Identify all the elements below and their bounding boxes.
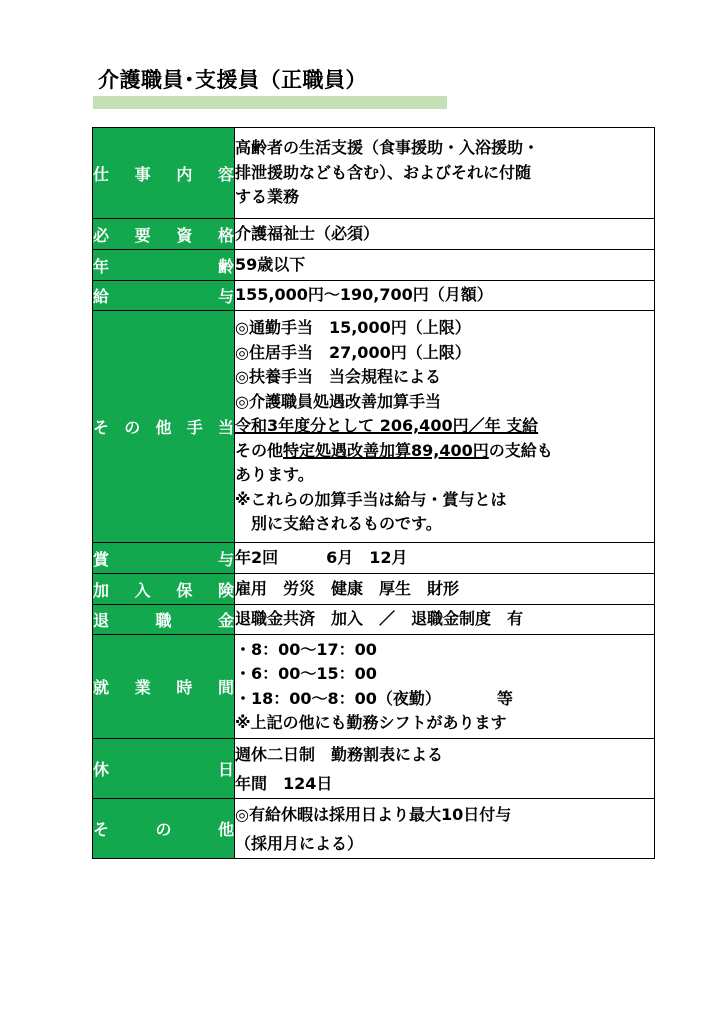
- value-line: ◎有給休暇は採用日より最大10日付与: [235, 804, 512, 824]
- label-salary: [93, 281, 235, 311]
- label-char: 退: [93, 611, 110, 630]
- label-char: 格: [217, 225, 234, 245]
- value-line: 年間 124日: [235, 773, 333, 793]
- row-bonus: [93, 543, 655, 574]
- value-line: 雇用 労災 健康 厚生 財形: [235, 578, 460, 598]
- label-char: 事: [134, 164, 151, 184]
- title-underline-bar: [93, 96, 447, 109]
- label-char: 賞: [93, 549, 110, 569]
- special-allowance-amount: 特定処遇改善加算89,400円: [283, 440, 489, 460]
- value-bonus: [235, 543, 655, 574]
- job-info-table: [92, 127, 655, 859]
- value-note: ※これらの加算手当は給与・賞与とは: [235, 489, 507, 509]
- value-line: ◎通勤手当 15,000円（上限）: [235, 318, 471, 338]
- label-char: 与: [217, 287, 234, 306]
- label-char: 必: [93, 225, 110, 245]
- value-working-hours: [235, 635, 655, 739]
- label-char: 他: [217, 820, 234, 839]
- row-retirement: [93, 605, 655, 635]
- value-insurance: [235, 574, 655, 605]
- row-working-hours: [93, 635, 655, 739]
- label-working-hours: [93, 635, 235, 739]
- label-char: 金: [217, 611, 234, 630]
- label-char: 年: [93, 256, 110, 276]
- label-char: 与: [217, 549, 234, 569]
- row-allowances: [93, 311, 655, 543]
- value-retirement: [235, 605, 655, 635]
- row-salary: [93, 281, 655, 311]
- value-line: 155,000円～190,700円（月額）: [235, 285, 493, 305]
- value-job-content: [235, 128, 655, 219]
- label-char: 時: [176, 678, 193, 697]
- value-note: ※上記の他にも勤務シフトがあります: [235, 713, 507, 732]
- value-qualification: [235, 219, 655, 250]
- value-line: 退職金共済 加入 ／ 退職金制度 有: [235, 609, 524, 629]
- value-line: ・6：00～15：00: [235, 664, 377, 683]
- page-title: 介護職員･支援員（正職員）: [98, 68, 367, 92]
- row-job-content: [93, 128, 655, 219]
- value-line: ◎扶養手当 当会規程による: [235, 367, 441, 387]
- label-retirement: [93, 605, 235, 635]
- label-char: の: [155, 820, 172, 839]
- label-char: 就: [93, 678, 110, 697]
- label-char: 保: [176, 580, 193, 600]
- label-char: 仕: [93, 164, 110, 184]
- value-line: ◎住居手当 27,000円（上限）: [235, 342, 471, 362]
- label-char: 給: [93, 287, 110, 306]
- special-suffix: の支給も: [488, 440, 553, 460]
- label-insurance: [93, 574, 235, 605]
- row-other: [93, 799, 655, 859]
- value-line: 59歳以下: [235, 254, 306, 274]
- label-char: 業: [134, 678, 151, 697]
- label-bonus: [93, 543, 235, 574]
- value-line: ・8：00～17：00: [235, 639, 377, 659]
- label-char: 休: [93, 760, 110, 779]
- value-line: する業務: [235, 187, 300, 207]
- value-other: [235, 799, 655, 859]
- value-line: 高齢者の生活支援（食事援助・入浴援助・: [235, 138, 540, 158]
- value-line: あります。: [235, 465, 314, 485]
- special-prefix: その他: [235, 440, 284, 460]
- label-char: 険: [217, 580, 234, 600]
- value-line-special: [235, 439, 654, 464]
- label-qualification: [93, 219, 235, 250]
- value-age: [235, 250, 655, 281]
- value-note: 別に支給されるものです。: [235, 514, 442, 534]
- value-line: 排泄援助なども含む）、およびそれに付随: [235, 162, 532, 182]
- value-line: ◎介護職員処遇改善加算手当: [235, 391, 441, 411]
- label-char: 資: [176, 225, 193, 245]
- label-char: 他: [155, 418, 172, 437]
- label-other: [93, 799, 235, 859]
- label-char: の: [124, 418, 141, 437]
- label-char: 間: [217, 678, 234, 697]
- value-line: （採用月による）: [235, 833, 364, 853]
- value-line: 年2回 6月 12月: [235, 547, 408, 567]
- label-job-content: [93, 128, 235, 219]
- label-allowances: [93, 311, 235, 543]
- row-age: [93, 250, 655, 281]
- label-char: 入: [134, 580, 151, 600]
- label-char: そ: [93, 820, 110, 839]
- label-char: そ: [93, 418, 110, 437]
- label-char: 手: [186, 418, 203, 437]
- value-line: 週休二日制 勤務割表による: [235, 744, 444, 764]
- label-char: 加: [93, 580, 110, 600]
- row-holidays: [93, 739, 655, 799]
- label-char: 内: [176, 164, 193, 184]
- value-salary: [235, 281, 655, 311]
- value-line: 介護福祉士（必須）: [235, 223, 380, 243]
- value-line: ・18：00～8：00（夜勤） 等: [235, 688, 513, 708]
- label-char: 職: [155, 611, 172, 630]
- value-holidays: [235, 739, 655, 799]
- label-age: [93, 250, 235, 281]
- row-insurance: [93, 574, 655, 605]
- row-qualification: [93, 219, 655, 250]
- label-char: 日: [217, 760, 234, 779]
- value-allowances: [235, 311, 655, 543]
- label-holidays: [93, 739, 235, 799]
- allowance-amount-line: 令和3年度分として 206,400円／年 支給: [235, 416, 539, 436]
- label-char: 要: [134, 225, 151, 245]
- label-char: 当: [217, 418, 234, 437]
- label-char: 齢: [217, 256, 234, 276]
- label-char: 容: [217, 164, 234, 184]
